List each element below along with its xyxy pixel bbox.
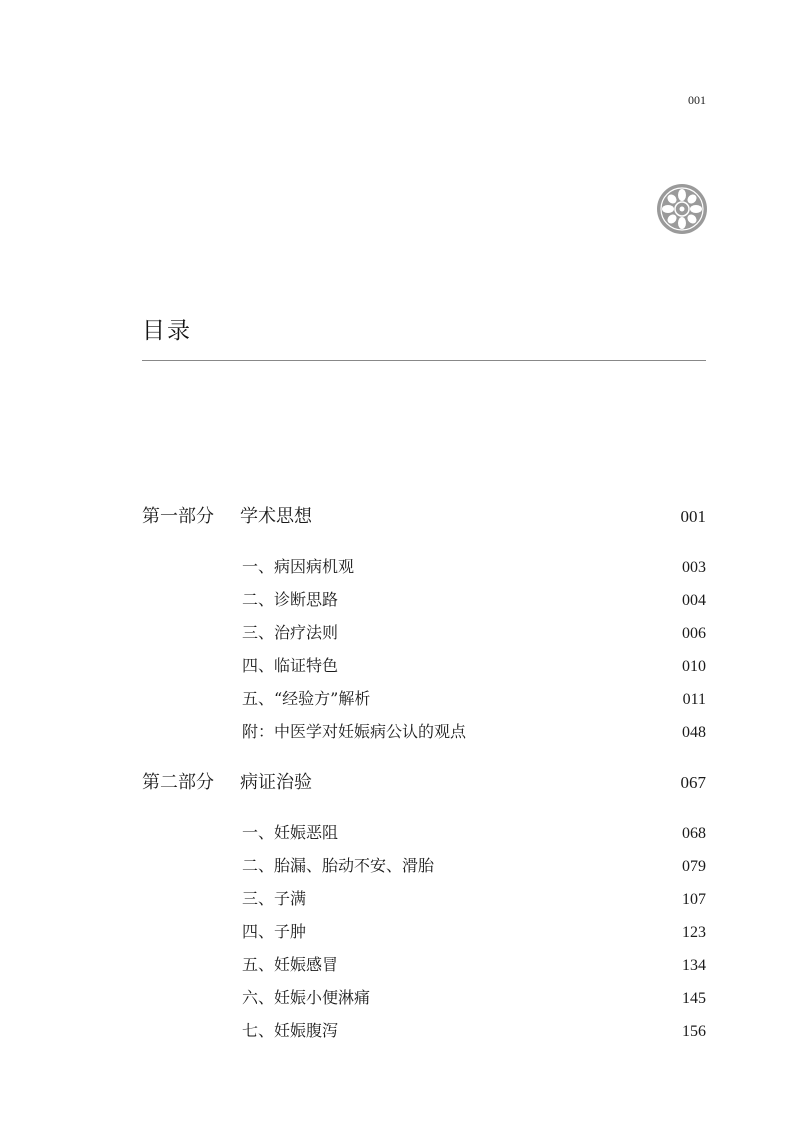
toc-part (142, 768, 706, 1047)
entry-page-number: 145 (682, 990, 706, 1007)
entry-page-number: 048 (682, 724, 706, 741)
entry-title: 五、妊娠感冒 (242, 955, 339, 974)
part-head (142, 768, 312, 794)
toc-entry[interactable] (242, 816, 706, 849)
entry-title: 四、子肿 (242, 922, 307, 941)
entry-title: 三、治疗法则 (242, 623, 339, 642)
part-label: 第一部分 (142, 506, 214, 527)
entry-title: 六、妊娠小便淋痛 (242, 988, 371, 1007)
toc-entry[interactable] (242, 981, 706, 1014)
entry-page-number: 004 (682, 592, 706, 609)
toc-entry[interactable] (242, 550, 706, 583)
entry-page-number: 107 (682, 891, 706, 908)
part-page-number: 001 (680, 507, 706, 526)
page-number: 001 (688, 93, 706, 107)
toc-entry[interactable] (242, 882, 706, 915)
toc-title: 目录 (142, 318, 192, 344)
entry-title: 一、病因病机观 (242, 557, 355, 576)
toc-entry[interactable] (242, 1014, 706, 1047)
toc-entry[interactable] (242, 649, 706, 682)
toc-part (142, 502, 706, 748)
entry-page-number: 123 (682, 924, 706, 941)
entry-title: 一、妊娠恶阻 (242, 823, 339, 842)
entry-title: 附：中医学对妊娠病公认的观点 (242, 722, 467, 741)
entry-page-number: 006 (682, 625, 706, 642)
toc-entry[interactable] (242, 682, 706, 715)
toc-entry[interactable] (242, 616, 706, 649)
part-heading[interactable] (142, 768, 706, 802)
entry-page-number: 003 (682, 559, 706, 576)
decorative-rosette-icon (656, 183, 708, 235)
part-label: 第二部分 (142, 772, 214, 793)
part-title: 学术思想 (240, 506, 312, 527)
title-divider (142, 360, 706, 361)
toc-entry[interactable] (242, 948, 706, 981)
part-title: 病证治验 (240, 772, 312, 793)
toc-entry[interactable] (242, 583, 706, 616)
part-head (142, 502, 312, 528)
table-of-contents (142, 502, 706, 1067)
entry-page-number: 068 (682, 825, 706, 842)
toc-entry[interactable] (242, 849, 706, 882)
entry-page-number: 079 (682, 858, 706, 875)
part-page-number: 067 (680, 773, 706, 792)
entry-title: 三、子满 (242, 889, 307, 908)
entry-title: 二、诊断思路 (242, 590, 339, 609)
entry-title: 五、“经验方”解析 (242, 689, 371, 708)
entry-page-number: 156 (682, 1023, 706, 1040)
entry-title: 七、妊娠腹泻 (242, 1021, 339, 1040)
part-items (142, 816, 706, 1047)
entry-title: 四、临证特色 (242, 656, 339, 675)
part-heading[interactable] (142, 502, 706, 536)
part-items (142, 550, 706, 748)
entry-page-number: 010 (682, 658, 706, 675)
entry-page-number: 134 (682, 957, 706, 974)
toc-entry[interactable] (242, 915, 706, 948)
toc-entry[interactable] (242, 715, 706, 748)
entry-title: 二、胎漏、胎动不安、滑胎 (242, 856, 435, 875)
entry-page-number: 011 (682, 691, 706, 708)
